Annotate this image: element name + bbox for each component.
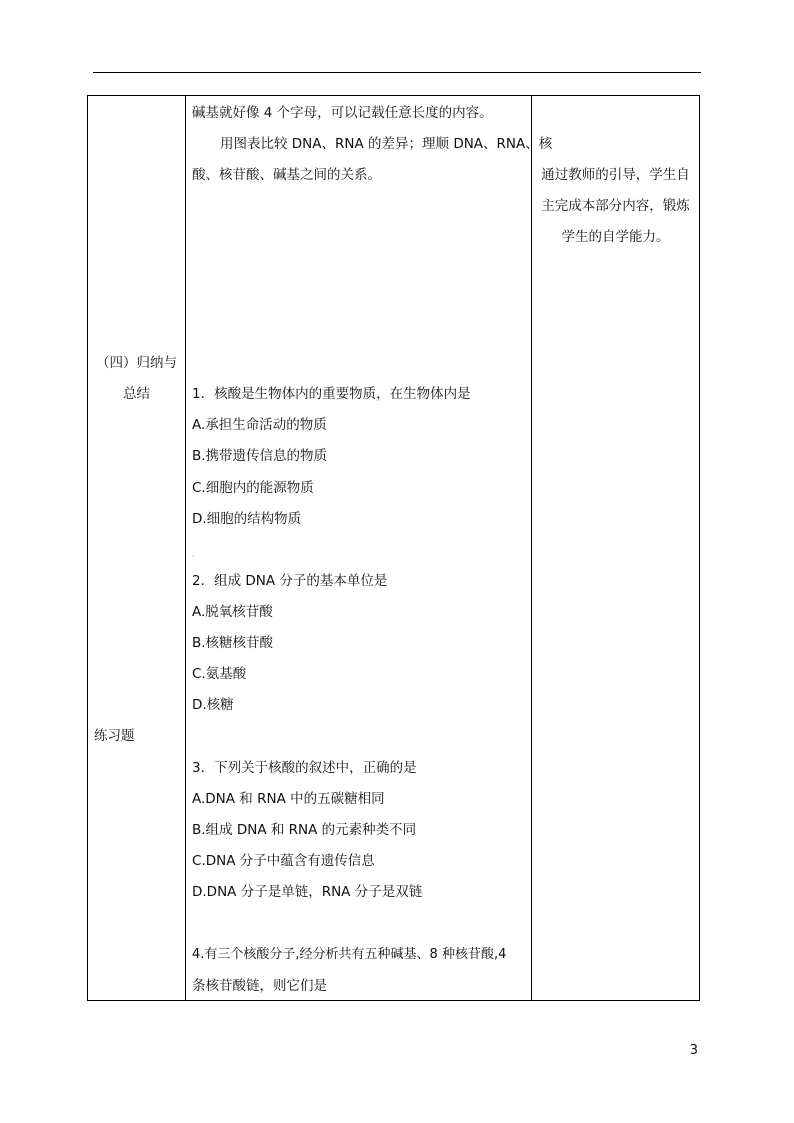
stray-mark: · [192, 552, 195, 561]
header-rule [93, 72, 701, 73]
intro-line-3: 酸、核苷酸、碱基之间的关系。 [192, 167, 381, 183]
q3-option-d: D.DNA 分子是单链，RNA 分子是双链 [192, 884, 423, 900]
q1-option-b: B.携带遗传信息的物质 [192, 448, 328, 464]
section-label-line1: （四）归纳与 [96, 355, 177, 371]
teacher-note-line1: 通过教师的引导，学生自 [541, 167, 690, 183]
q3-option-c: C.DNA 分子中蕴含有遗传信息 [192, 853, 375, 869]
column-divider-left [185, 96, 186, 1000]
exercise-label: 练习题 [94, 728, 135, 744]
q2-stem: 2．组成 DNA 分子的基本单位是 [192, 573, 388, 589]
q1-option-a: A.承担生命活动的物质 [192, 417, 327, 433]
q2-option-a: A.脱氧核苷酸 [192, 604, 273, 620]
page-number: 3 [689, 1043, 698, 1058]
q2-option-c: C.氨基酸 [192, 666, 247, 682]
lesson-plan-table [87, 95, 700, 1001]
q3-option-a: A.DNA 和 RNA 中的五碳糖相同 [192, 791, 385, 807]
q2-option-b: B.核糖核苷酸 [192, 635, 274, 651]
intro-line-1: 碱基就好像 4 个字母，可以记载任意长度的内容。 [192, 105, 493, 121]
q3-stem: 3．下列关于核酸的叙述中，正确的是 [192, 760, 417, 776]
q1-option-c: C.细胞内的能源物质 [192, 480, 314, 496]
teacher-note-line3: 学生的自学能力。 [561, 229, 670, 245]
intro-line-2: 用图表比较 DNA、RNA 的差异；理顺 DNA、RNA、核 [220, 136, 553, 152]
q3-option-b: B.组成 DNA 和 RNA 的元素种类不同 [192, 822, 417, 838]
q1-stem: 1．核酸是生物体内的重要物质，在生物体内是 [192, 386, 471, 402]
q2-option-d: D.核糖 [192, 697, 234, 713]
q1-option-d: D.细胞的结构物质 [192, 511, 302, 527]
q4-stem-line1: 4.有三个核酸分子,经分析共有五种碱基、8 种核苷酸,4 [192, 947, 507, 962]
teacher-note-line2: 主完成本部分内容，锻炼 [541, 198, 690, 214]
q4-stem-line2: 条核苷酸链，则它们是 [192, 978, 327, 994]
section-label-line2: 总结 [123, 386, 150, 402]
